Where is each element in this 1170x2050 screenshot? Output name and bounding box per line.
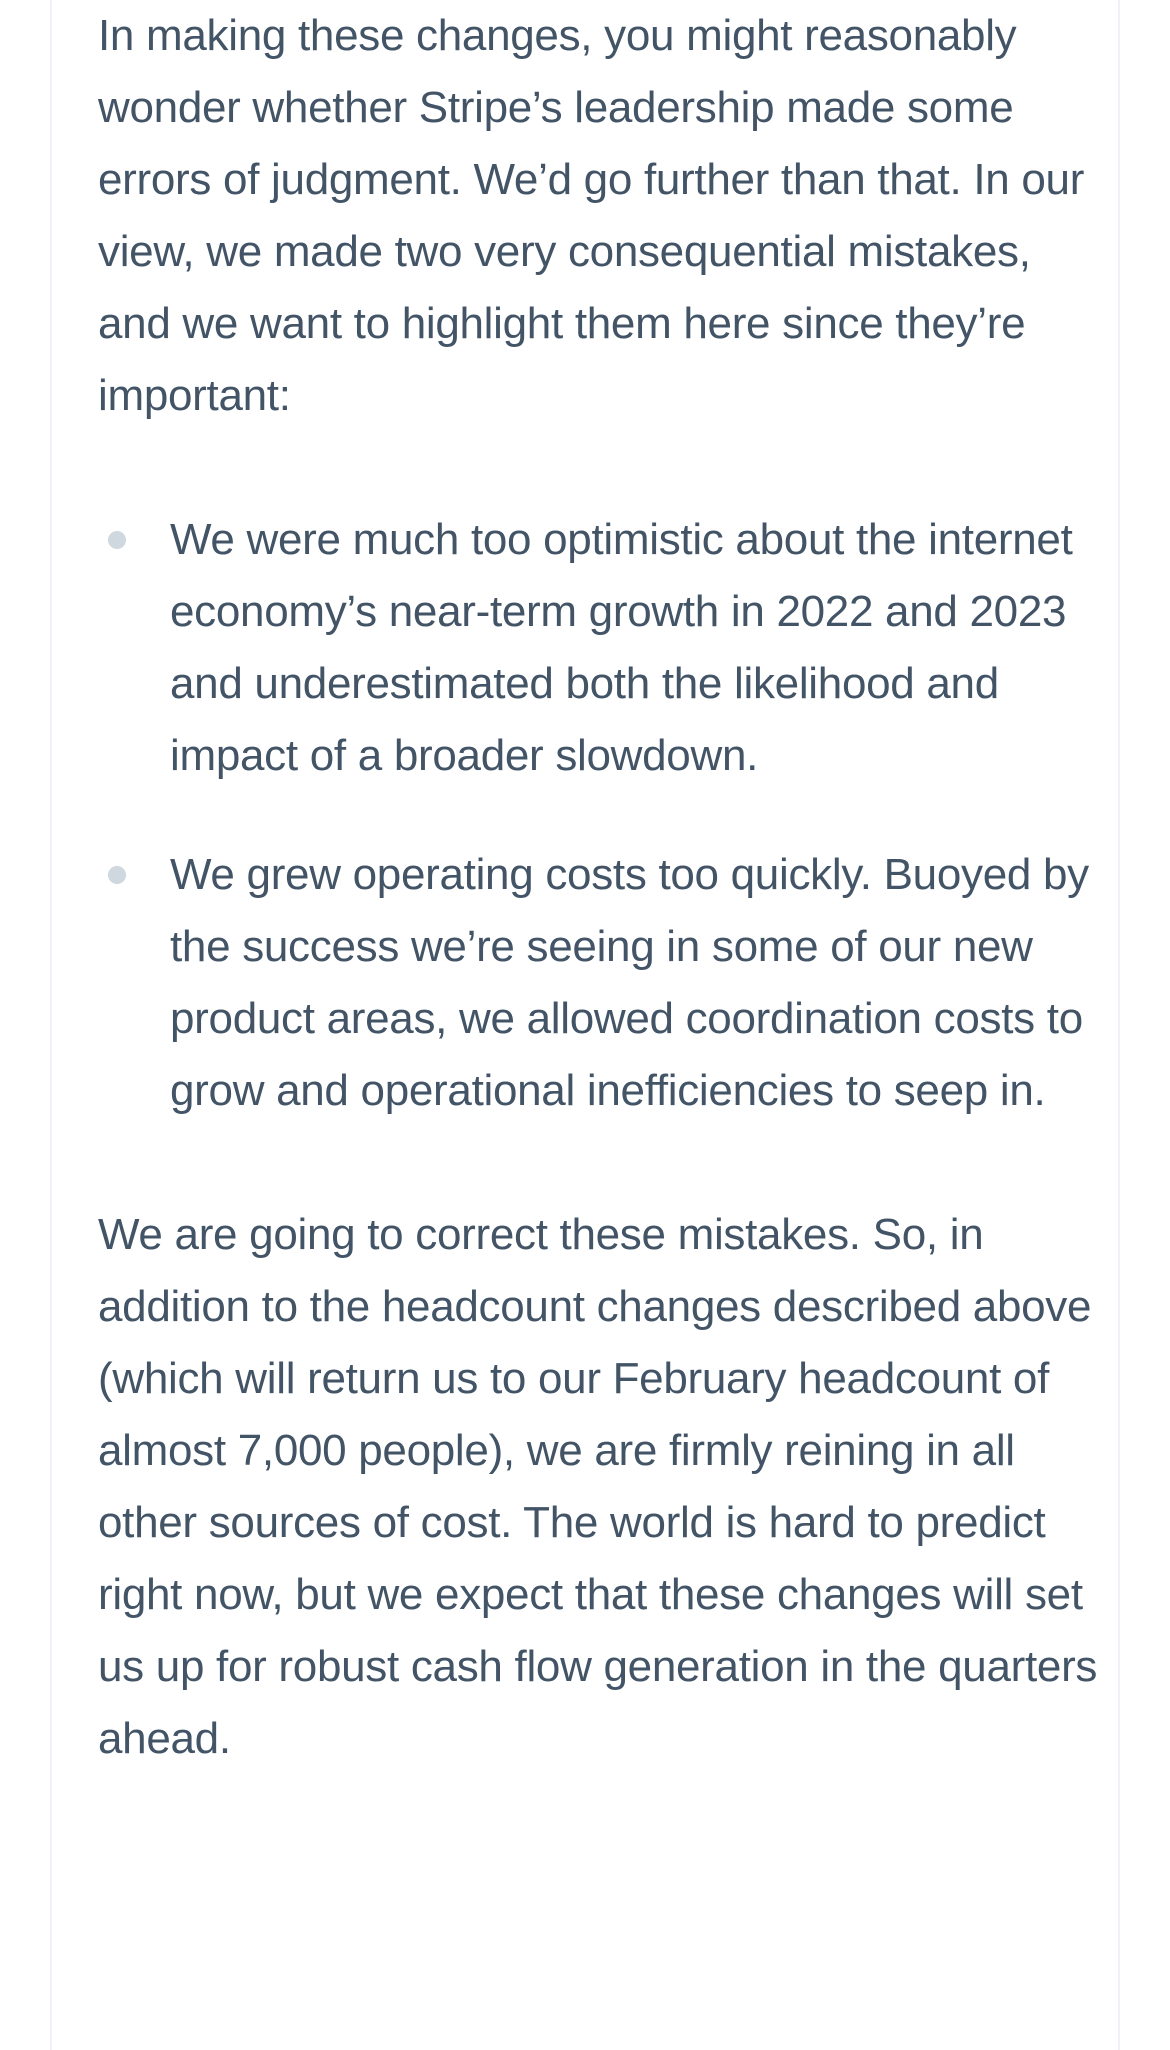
article-card — [50, 0, 1120, 2050]
conclusion-paragraph: We are going to correct these mistakes. So, in addition to the headcount changes described above (which will return us to our February headcount of almost 7,000 people), we are firmly reining in all other sources of cost. The world is hard to predict right now, but we expect that these changes will set us up for robust cash flow generation in the quarters ahead. — [98, 1210, 1098, 1763]
mistake-text: We grew operating costs too quickly. Buoyed by the success we’re seeing in some of our new product areas, we allowed coordination costs to grow and operational inefficiencies to seep in. — [170, 850, 1089, 1115]
article-body — [98, 0, 1098, 1775]
mistake-text: We were much too optimistic about the internet economy’s near-term growth in 2022 and 2023 and underestimated both the likelihood and impact of a broader slowdown. — [170, 515, 1073, 780]
list-item — [98, 504, 1098, 792]
intro-paragraph: In making these changes, you might reasonably wonder whether Stripe’s leadership made some errors of judgment. We’d go further than that. In our view, we made two very consequential mistakes, and we want to highlight them here since they’re important: — [98, 11, 1085, 420]
bullet-icon — [108, 531, 126, 549]
bullet-icon — [108, 866, 126, 884]
mistakes-list — [98, 504, 1098, 1127]
list-item — [98, 839, 1098, 1127]
